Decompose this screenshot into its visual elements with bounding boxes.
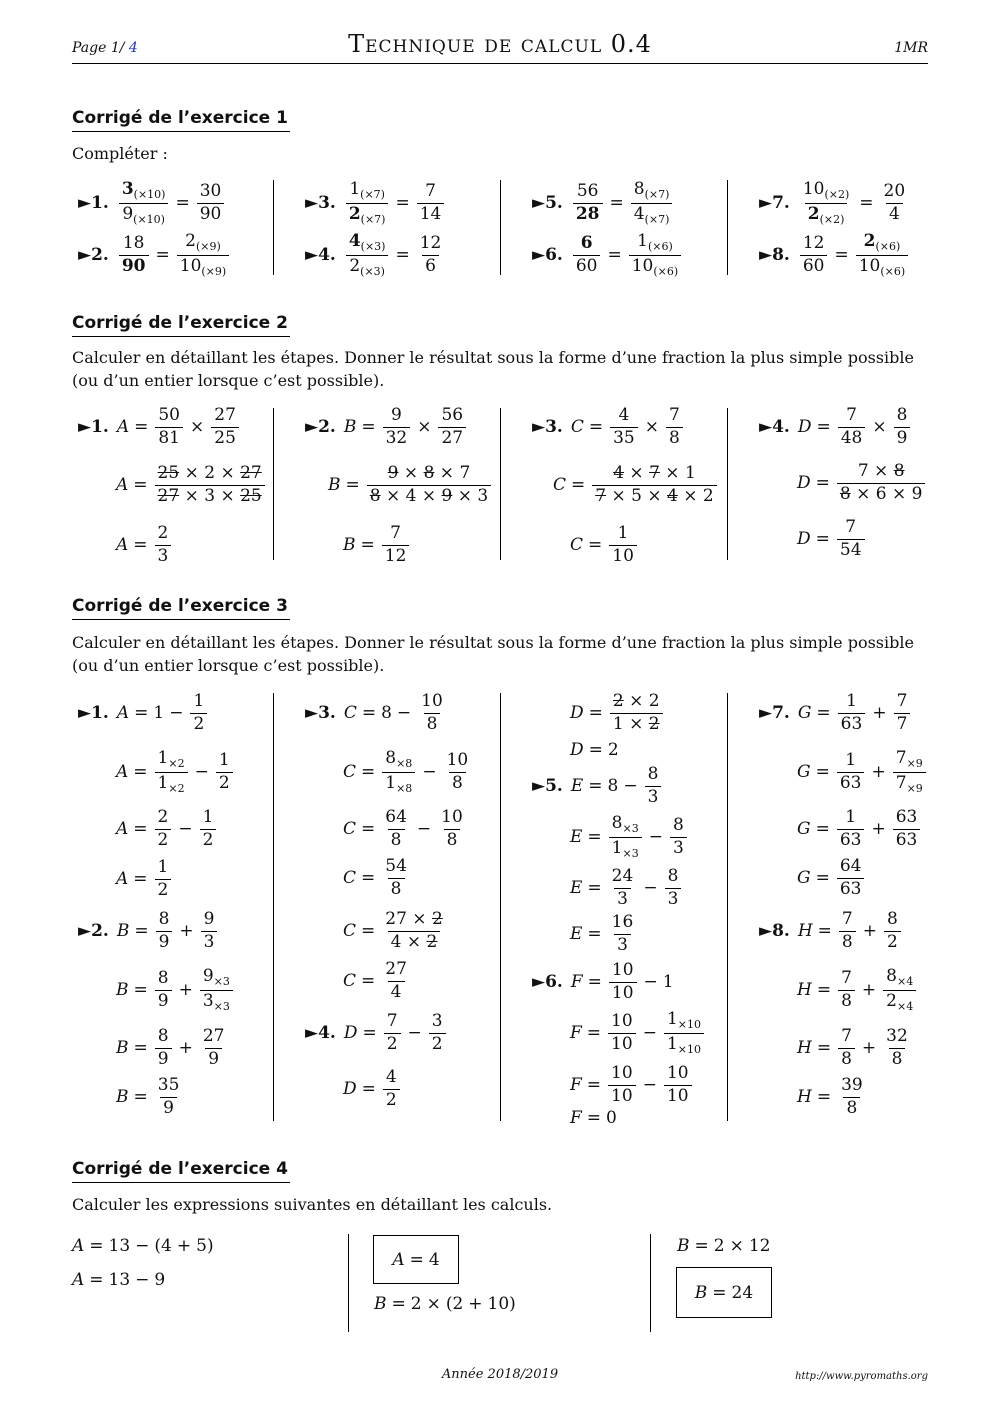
ex2-result: D = $\frac{7}{54}$ bbox=[797, 518, 867, 560]
class-label: 1MR bbox=[894, 40, 928, 56]
ex3-step: H = $\frac{7}{8}$ + $\frac{8_{\times 4}}{2_{\times 4}}$ bbox=[797, 967, 918, 1013]
ex2-step: B = $\frac{9 \times 8 \times 7}{8 \times 4 \times 9 \times 3}$ bbox=[328, 464, 493, 506]
exercise-2-instruction: Calculer en détaillant les étapes. Donner le résultat sous la forme d’une fraction la plus simple possible (ou d’un entier lorsque c’est possible). bbox=[72, 348, 914, 390]
column-divider bbox=[727, 180, 728, 275]
ex2-step: D = $\frac{7 \times 8}{8 \times 6 \times 9}$ bbox=[797, 462, 927, 504]
ex3-step: A = $\frac{1_{\times 2}}{1_{\times 2}}$ − $\frac{1}{2}$ bbox=[116, 749, 235, 795]
ex3-step: C = $\frac{8_{\times 8}}{1_{\times 8}}$ − $\frac{10}{8}$ bbox=[343, 748, 469, 795]
ex3-step: G = $\frac{1}{63}$ + $\frac{7_{\times 9}}{7_{\times 9}}$ bbox=[797, 749, 928, 795]
ex3-step: B = $\frac{8}{9}$ + $\frac{9_{\times 3}}{3_{\times 3}}$ bbox=[116, 967, 235, 1013]
page-title: Technique de calcul 0.4 bbox=[348, 30, 652, 58]
exercise-2-title: Corrigé de l’exercice 2 bbox=[72, 313, 290, 337]
column-divider bbox=[500, 693, 501, 1121]
ex2-step: A = $\frac{25 \times 2 \times 27}{27 \times 3 \times 25}$ bbox=[116, 464, 267, 506]
ex2-item-4: ►4. D = $\frac{7}{48}$ × $\frac{8}{9}$ bbox=[759, 406, 912, 448]
ex4-result-box: B = 24 bbox=[676, 1267, 772, 1318]
exercise-4-instruction: Calculer les expressions suivantes en détaillant les calculs. bbox=[72, 1195, 553, 1214]
ex4-step: B = 2 × (2 + 10) bbox=[374, 1294, 516, 1314]
ex4-step: A = 13 − (4 + 5) bbox=[72, 1236, 214, 1256]
ex3-step: C = $\frac{27 \times 2}{4 \times 2}$ bbox=[343, 909, 443, 952]
ex1-item-5: ►5. $\frac{56}{28}$ = $\frac{8_{(\times 7)}}{4_{(\times 7)}}$ bbox=[532, 180, 674, 226]
ex4-step: B = 2 × 12 bbox=[677, 1236, 771, 1256]
column-divider bbox=[273, 408, 274, 560]
ex3-step: C = $\frac{64}{8}$ − $\frac{10}{8}$ bbox=[343, 807, 463, 850]
ex3-result: A = $\frac{1}{2}$ bbox=[116, 858, 173, 900]
ex3-result: D = 2 bbox=[570, 740, 619, 760]
ex3-result: E = $\frac{16}{3}$ bbox=[570, 912, 634, 955]
column-divider bbox=[500, 180, 501, 275]
ex3-step: E = $\frac{8_{\times 3}}{1_{\times 3}}$ − $\frac{8}{3}$ bbox=[570, 814, 689, 860]
ex3-step: B = $\frac{8}{9}$ + $\frac{27}{9}$ bbox=[116, 1026, 225, 1069]
column-divider bbox=[348, 1234, 349, 1332]
ex2-result: B = $\frac{7}{12}$ bbox=[343, 524, 411, 566]
ex2-step: C = $\frac{4 \times 7 \times 1}{7 \times 5 \times 4 \times 2}$ bbox=[553, 464, 719, 506]
footer-year: Année 2018/2019 bbox=[441, 1367, 559, 1382]
header-rule bbox=[72, 63, 928, 64]
ex1-item-8: ►8. $\frac{12}{60}$ = $\frac{2_{(\times 6)}}{10_{(\times 6)}}$ bbox=[759, 232, 910, 278]
ex4-step: A = 13 − 9 bbox=[72, 1270, 166, 1290]
ex3-step: F = $\frac{10}{10}$ − $\frac{1_{\times 10}}{1_{\times 10}}$ bbox=[570, 1010, 706, 1056]
ex2-result: C = $\frac{1}{10}$ bbox=[570, 524, 639, 566]
ex3-step: E = $\frac{24}{3}$ − $\frac{8}{3}$ bbox=[570, 867, 683, 909]
ex2-item-3: ►3. C = $\frac{4}{35}$ × $\frac{7}{8}$ bbox=[532, 406, 685, 448]
ex3-item-5: ►5. E = 8 − $\frac{8}{3}$ bbox=[532, 765, 663, 807]
ex2-item-1: ►1. A = $\frac{50}{81}$ × $\frac{27}{25}$ bbox=[78, 406, 241, 448]
ex3-result: F = 0 bbox=[570, 1108, 617, 1128]
ex3-step: C = $\frac{54}{8}$ bbox=[343, 856, 407, 899]
ex3-item-7: ►7. G = $\frac{1}{63}$ + $\frac{7}{7}$ bbox=[759, 692, 912, 734]
exercise-1-title: Corrigé de l’exercice 1 bbox=[72, 108, 290, 132]
column-divider bbox=[650, 1234, 651, 1332]
ex3-step: H = $\frac{7}{8}$ + $\frac{32}{8}$ bbox=[797, 1026, 908, 1069]
page-number: Page 1/ 4 bbox=[72, 40, 138, 56]
ex3-result: H = $\frac{39}{8}$ bbox=[797, 1075, 863, 1118]
ex3-result: B = $\frac{35}{9}$ bbox=[116, 1075, 180, 1118]
column-divider bbox=[273, 180, 274, 275]
ex3-step: F = $\frac{10}{10}$ − $\frac{10}{10}$ bbox=[570, 1064, 694, 1106]
ex1-item-4: ►4. $\frac{4_{(\times 3)}}{2_{(\times 3)}}$ = $\frac{12}{6}$ bbox=[305, 231, 442, 278]
ex3-step: G = $\frac{1}{63}$ + $\frac{63}{63}$ bbox=[797, 808, 922, 850]
column-divider bbox=[500, 408, 501, 560]
ex3-item-2: ►2. B = $\frac{8}{9}$ + $\frac{9}{3}$ bbox=[78, 910, 219, 952]
ex1-item-7: ►7. $\frac{10_{(\times 2)}}{2_{(\times 2)}}$ = $\frac{20}{4}$ bbox=[759, 179, 906, 226]
ex3-item-6: ►6. F = $\frac{10}{10}$ − 1 bbox=[532, 960, 674, 1003]
ex3-item-4: ►4. D = $\frac{7}{2}$ − $\frac{3}{2}$ bbox=[305, 1012, 448, 1054]
ex2-result: A = $\frac{2}{3}$ bbox=[116, 524, 173, 566]
ex3-result: C = $\frac{27}{4}$ bbox=[343, 959, 407, 1002]
ex1-item-6: ►6. $\frac{6}{60}$ = $\frac{1_{(\times 6)}}{10_{(\times 6)}}$ bbox=[532, 232, 683, 278]
ex3-item-3: ►3. C = 8 − $\frac{10}{8}$ bbox=[305, 691, 443, 734]
ex4-result-box: A = 4 bbox=[373, 1235, 459, 1284]
column-divider bbox=[273, 693, 274, 1121]
ex3-result: D = $\frac{4}{2}$ bbox=[343, 1068, 402, 1110]
ex1-item-3: ►3. $\frac{1_{(\times 7)}}{2_{(\times 7)}}$ = $\frac{7}{14}$ bbox=[305, 180, 446, 226]
column-divider bbox=[727, 693, 728, 1121]
footer-url-link[interactable]: http://www.pyromaths.org bbox=[795, 1371, 928, 1382]
page-total-link[interactable]: 4 bbox=[128, 40, 138, 56]
ex3-item-8: ►8. H = $\frac{7}{8}$ + $\frac{8}{2}$ bbox=[759, 910, 903, 952]
exercise-3-instruction: Calculer en détaillant les étapes. Donner le résultat sous la forme d’une fraction la plus simple possible (ou d’un entier lorsque c’est possible). bbox=[72, 633, 914, 675]
exercise-4-title: Corrigé de l’exercice 4 bbox=[72, 1159, 290, 1183]
ex3-step: D = $\frac{2 \times 2}{1 \times 2}$ bbox=[570, 692, 665, 734]
ex2-item-2: ►2. B = $\frac{9}{32}$ × $\frac{56}{27}$ bbox=[305, 406, 468, 448]
ex3-step: A = $\frac{2}{2}$ − $\frac{1}{2}$ bbox=[116, 808, 218, 850]
ex1-item-2: ►2. $\frac{18}{90}$ = $\frac{2_{(\times 9)}}{10_{(\times 9)}}$ bbox=[78, 232, 231, 278]
column-divider bbox=[727, 408, 728, 560]
ex3-item-1: ►1. A = 1 − $\frac{1}{2}$ bbox=[78, 692, 209, 734]
exercise-3-title: Corrigé de l’exercice 3 bbox=[72, 596, 290, 620]
ex1-item-1: ►1. $\frac{3_{(\times 10)}}{9_{(\times 10)}}$ = $\frac{30}{90}$ bbox=[78, 180, 226, 226]
exercise-1-instruction: Compléter : bbox=[72, 144, 168, 163]
ex3-result: G = $\frac{64}{63}$ bbox=[797, 857, 866, 899]
